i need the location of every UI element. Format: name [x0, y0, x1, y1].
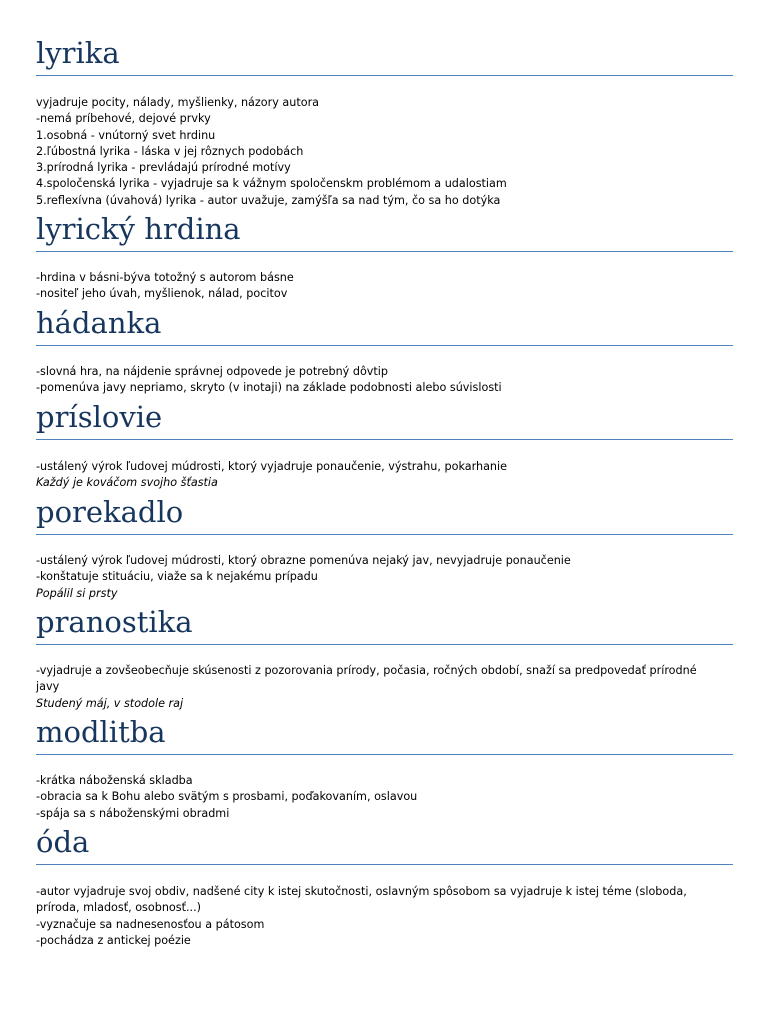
text-line: -pomenúva javy nepriamo, skryto (v inotaji) na základe podobnosti alebo súvislosti — [36, 381, 502, 395]
text-line: -vyjadruje a zovšeobecňuje skúsenosti z pozorovania prírody, počasia, ročných období, snaží sa predpovedať prírodné — [36, 664, 697, 677]
text-line: 2.ľúbostná lyrika - láska v jej rôznych podobách — [36, 144, 304, 158]
text-line: javy — [36, 680, 60, 694]
heading-underline — [36, 251, 733, 252]
text-line: vyjadruje pocity, nálady, myšlienky, názory autora — [36, 96, 320, 109]
heading-underline — [36, 754, 733, 755]
heading-lyricky-hrdina: lyrický hrdina — [36, 212, 241, 246]
section-body-prislovie — [36, 459, 726, 492]
heading-underline — [36, 864, 733, 865]
heading-oda: óda — [36, 825, 90, 859]
section-body-porekadlo — [36, 553, 726, 602]
text-line: -vyznačuje sa nadnesenosťou a pátosom — [36, 917, 265, 931]
heading-underline — [36, 345, 733, 346]
text-line: -autor vyjadruje svoj obdiv, nadšené city k istej skutočnosti, oslavným spôsobom sa vyjadruje k istej téme (sloboda, — [36, 885, 687, 898]
text-line: -ustálený výrok ľudovej múdrosti, ktorý vyjadruje ponaučenie, výstrahu, pokarhanie — [36, 460, 508, 473]
heading-modlitba: modlitba — [36, 715, 166, 749]
heading-underline — [36, 75, 733, 76]
heading-pranostika: pranostika — [36, 605, 193, 639]
text-line: -ustálený výrok ľudovej múdrosti, ktorý obrazne pomenúva nejaký jav, nevyjadruje ponaučenie — [36, 554, 571, 567]
heading-prislovie: príslovie — [36, 400, 163, 434]
heading-porekadlo: porekadlo — [36, 495, 184, 529]
text-line: -krátka náboženská skladba — [36, 774, 193, 787]
heading-underline — [36, 439, 733, 440]
text-line: 5.reflexívna (úvahová) lyrika - autor uvažuje, zamýšľa sa nad tým, čo sa ho dotýka — [36, 193, 501, 207]
section-body-lyricky-hrdina — [36, 270, 726, 303]
text-line: -slovná hra, na nájdenie správnej odpovede je potrebný dôvtip — [36, 365, 389, 378]
text-line: 1.osobná - vnútorný svet hrdinu — [36, 128, 216, 142]
section-body-lyrika — [36, 95, 726, 209]
text-line: 3.prírodná lyrika - prevládajú prírodné motívy — [36, 161, 291, 175]
text-line: -hrdina v básni-býva totožný s autorom básne — [36, 271, 294, 284]
section-body-pranostika — [36, 663, 726, 712]
text-line: -obracia sa k Bohu alebo svätým s prosbami, poďakovaním, oslavou — [36, 790, 418, 804]
text-line: -pochádza z antickej poézie — [36, 933, 191, 947]
section-body-modlitba — [36, 773, 726, 822]
section-body-hadanka — [36, 364, 726, 397]
text-line: 4.spoločenská lyrika - vyjadruje sa k vážnym spoločenskm problémom a udalostiam — [36, 177, 507, 191]
heading-underline — [36, 644, 733, 645]
text-line: -nemá príbehové, dejové prvky — [36, 112, 211, 126]
section-body-oda — [36, 884, 726, 949]
example-line: Studený máj, v stodole raj — [36, 696, 184, 710]
heading-lyrika: lyrika — [36, 36, 120, 70]
heading-hadanka: hádanka — [36, 306, 162, 340]
heading-underline — [36, 534, 733, 535]
text-line: príroda, mladosť, osobnosť...) — [36, 901, 202, 915]
example-line: Popálil si prsty — [36, 586, 118, 600]
text-line: -spája sa s náboženskými obradmi — [36, 806, 230, 820]
text-line: -konštatuje stituáciu, viaže sa k nejakému prípadu — [36, 570, 318, 584]
example-line: Každý je kováčom svojho šťastia — [36, 476, 218, 490]
text-line: -nositeľ jeho úvah, myšlienok, nálad, pocitov — [36, 287, 288, 301]
